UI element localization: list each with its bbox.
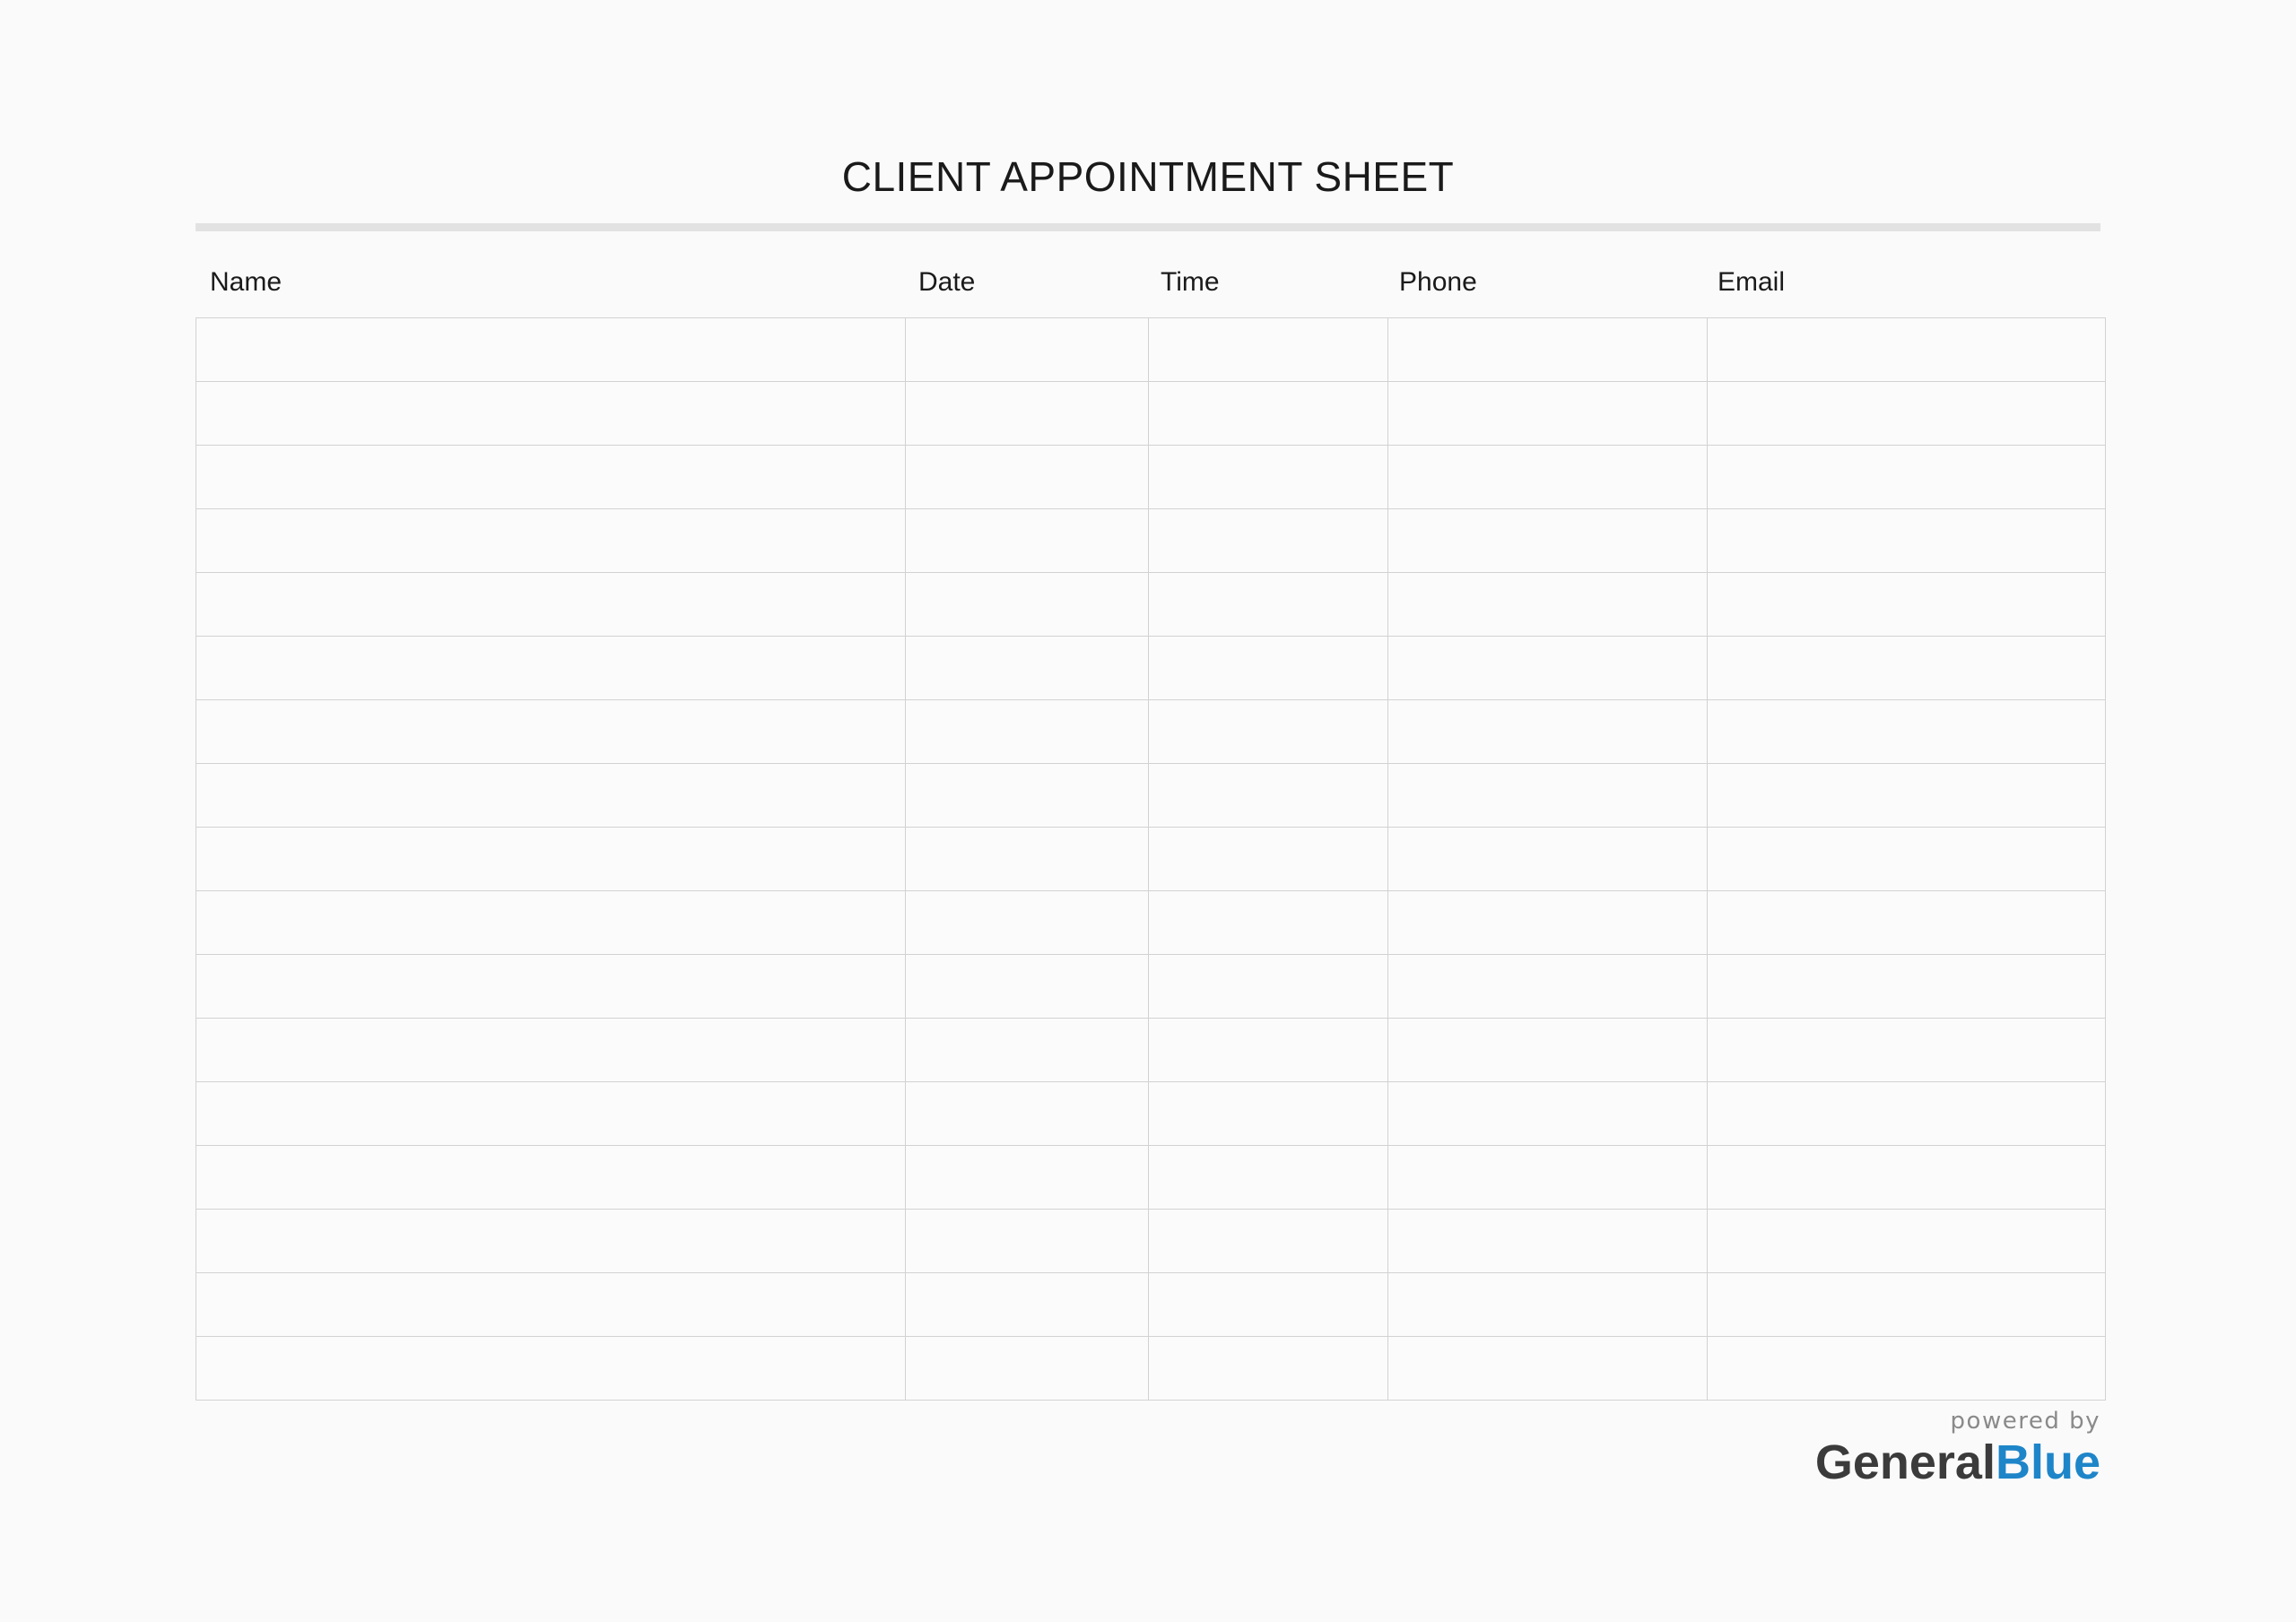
cell-email[interactable]	[1708, 1272, 2106, 1336]
cell-email[interactable]	[1708, 699, 2106, 763]
table-row	[196, 1209, 2106, 1272]
cell-phone[interactable]	[1388, 381, 1708, 445]
cell-time[interactable]	[1149, 445, 1388, 508]
cell-name[interactable]	[196, 1145, 906, 1209]
cell-email[interactable]	[1708, 1145, 2106, 1209]
cell-time[interactable]	[1149, 763, 1388, 827]
cell-phone[interactable]	[1388, 699, 1708, 763]
cell-date[interactable]	[906, 317, 1149, 381]
title-divider	[196, 223, 2100, 231]
cell-date[interactable]	[906, 1081, 1149, 1145]
cell-time[interactable]	[1149, 1336, 1388, 1400]
cell-date[interactable]	[906, 763, 1149, 827]
table-row	[196, 636, 2106, 699]
cell-phone[interactable]	[1388, 636, 1708, 699]
cell-email[interactable]	[1708, 381, 2106, 445]
cell-time[interactable]	[1149, 508, 1388, 572]
table-row	[196, 1018, 2106, 1081]
table-row	[196, 1081, 2106, 1145]
cell-time[interactable]	[1149, 1209, 1388, 1272]
cell-date[interactable]	[906, 508, 1149, 572]
cell-name[interactable]	[196, 317, 906, 381]
appointment-sheet	[196, 0, 2100, 1401]
cell-phone[interactable]	[1388, 572, 1708, 636]
cell-email[interactable]	[1708, 954, 2106, 1018]
generalblue-logo	[1724, 1436, 2100, 1489]
cell-time[interactable]	[1149, 890, 1388, 954]
cell-email[interactable]	[1708, 1081, 2106, 1145]
table-row	[196, 699, 2106, 763]
cell-date[interactable]	[906, 890, 1149, 954]
cell-time[interactable]	[1149, 381, 1388, 445]
cell-date[interactable]	[906, 381, 1149, 445]
table-row	[196, 827, 2106, 890]
cell-phone[interactable]	[1388, 317, 1708, 381]
cell-name[interactable]	[196, 1272, 906, 1336]
cell-name[interactable]	[196, 1209, 906, 1272]
powered-by-label: powered by	[1950, 1408, 2100, 1435]
cell-phone[interactable]	[1388, 508, 1708, 572]
cell-phone[interactable]	[1388, 827, 1708, 890]
cell-name[interactable]	[196, 699, 906, 763]
cell-time[interactable]	[1149, 572, 1388, 636]
column-header-name: Name	[210, 266, 283, 297]
cell-name[interactable]	[196, 1018, 906, 1081]
cell-email[interactable]	[1708, 1209, 2106, 1272]
table-row	[196, 317, 2106, 381]
table-row	[196, 508, 2106, 572]
cell-date[interactable]	[906, 572, 1149, 636]
column-header-date: Date	[918, 266, 976, 297]
column-header-email: Email	[1718, 266, 1786, 297]
cell-name[interactable]	[196, 954, 906, 1018]
cell-email[interactable]	[1708, 763, 2106, 827]
cell-phone[interactable]	[1388, 954, 1708, 1018]
cell-email[interactable]	[1708, 508, 2106, 572]
cell-email[interactable]	[1708, 1018, 2106, 1081]
cell-phone[interactable]	[1388, 1272, 1708, 1336]
cell-date[interactable]	[906, 636, 1149, 699]
cell-time[interactable]	[1149, 636, 1388, 699]
column-header-phone: Phone	[1399, 266, 1477, 297]
cell-date[interactable]	[906, 699, 1149, 763]
table-row	[196, 445, 2106, 508]
cell-email[interactable]	[1708, 572, 2106, 636]
appointment-table	[196, 317, 2106, 1401]
cell-time[interactable]	[1149, 1018, 1388, 1081]
cell-name[interactable]	[196, 636, 906, 699]
cell-time[interactable]	[1149, 1081, 1388, 1145]
cell-phone[interactable]	[1388, 763, 1708, 827]
logo-text-blue: Blue	[1995, 1436, 2100, 1489]
table-row	[196, 572, 2106, 636]
cell-name[interactable]	[196, 1081, 906, 1145]
cell-phone[interactable]	[1388, 1336, 1708, 1400]
cell-date[interactable]	[906, 1145, 1149, 1209]
cell-email[interactable]	[1708, 636, 2106, 699]
logo-text-general: General	[1814, 1436, 1996, 1489]
cell-name[interactable]	[196, 763, 906, 827]
table-row	[196, 890, 2106, 954]
table-row	[196, 763, 2106, 827]
cell-name[interactable]	[196, 445, 906, 508]
footer-branding	[1724, 1408, 2100, 1489]
cell-phone[interactable]	[1388, 1018, 1708, 1081]
cell-time[interactable]	[1149, 1272, 1388, 1336]
cell-email[interactable]	[1708, 1336, 2106, 1400]
cell-phone[interactable]	[1388, 1145, 1708, 1209]
cell-email[interactable]	[1708, 445, 2106, 508]
column-headers	[196, 267, 2100, 308]
cell-date[interactable]	[906, 445, 1149, 508]
table-row	[196, 1336, 2106, 1400]
table-row	[196, 1272, 2106, 1336]
cell-phone[interactable]	[1388, 1209, 1708, 1272]
cell-phone[interactable]	[1388, 890, 1708, 954]
cell-time[interactable]	[1149, 1145, 1388, 1209]
cell-name[interactable]	[196, 890, 906, 954]
table-row	[196, 954, 2106, 1018]
cell-name[interactable]	[196, 508, 906, 572]
table-row	[196, 1145, 2106, 1209]
cell-name[interactable]	[196, 381, 906, 445]
table-row	[196, 381, 2106, 445]
cell-date[interactable]	[906, 1209, 1149, 1272]
cell-phone[interactable]	[1388, 445, 1708, 508]
cell-date[interactable]	[906, 1272, 1149, 1336]
cell-time[interactable]	[1149, 699, 1388, 763]
cell-date[interactable]	[906, 1018, 1149, 1081]
cell-email[interactable]	[1708, 890, 2106, 954]
cell-name[interactable]	[196, 1336, 906, 1400]
column-header-time: Time	[1161, 266, 1220, 297]
page-title: CLIENT APPOINTMENT SHEET	[841, 153, 1455, 200]
cell-date[interactable]	[906, 1336, 1149, 1400]
cell-email[interactable]	[1708, 317, 2106, 381]
cell-time[interactable]	[1149, 317, 1388, 381]
cell-date[interactable]	[906, 954, 1149, 1018]
cell-time[interactable]	[1149, 954, 1388, 1018]
cell-name[interactable]	[196, 827, 906, 890]
cell-email[interactable]	[1708, 827, 2106, 890]
cell-time[interactable]	[1149, 827, 1388, 890]
cell-phone[interactable]	[1388, 1081, 1708, 1145]
cell-name[interactable]	[196, 572, 906, 636]
cell-date[interactable]	[906, 827, 1149, 890]
